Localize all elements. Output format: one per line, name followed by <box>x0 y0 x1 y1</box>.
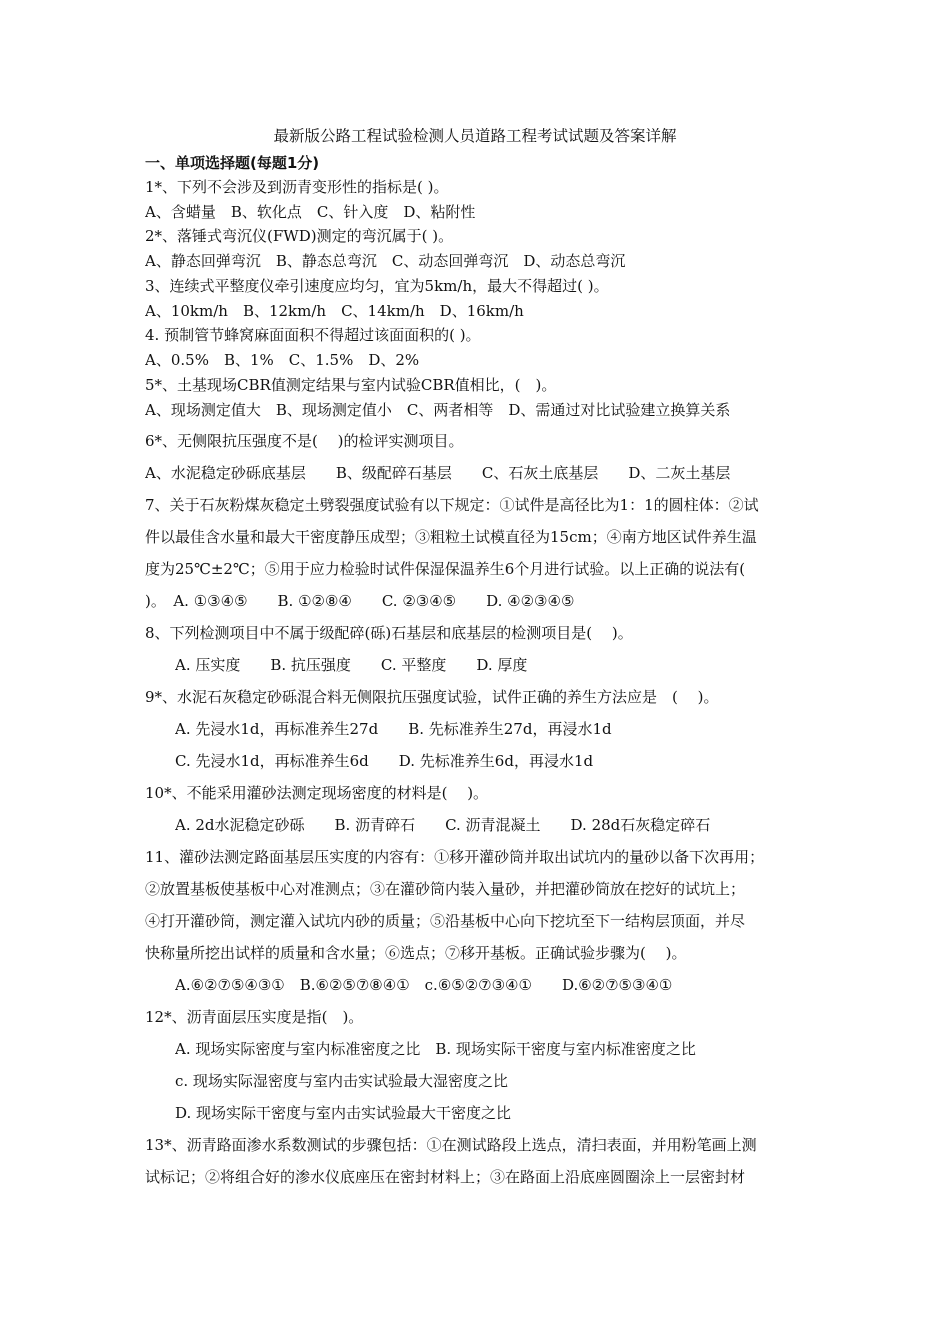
text-line: 度为25℃±2℃；⑤用于应力检验时试件保湿保温养生6个月进行试验。以上正确的说法有( <box>145 560 746 578</box>
text-line: 13*、沥青路面渗水系数测试的步骤包括：①在测试路段上选点，清扫表面，并用粉笔画上测 <box>145 1136 757 1154</box>
text-line: ④打开灌砂筒，测定灌入试坑内砂的质量；⑤沿基板中心向下挖坑至下一结构层顶面，并尽 <box>145 912 746 930</box>
text-line: C. 先浸水1d，再标准养生6d D. 先标准养生6d，再浸水1d <box>175 752 594 770</box>
text-line: A、现场测定值大 B、现场测定值小 C、两者相等 D、需通过对比试验建立换算关系 <box>145 401 731 419</box>
text-line: 1*、下列不会涉及到沥青变形性的指标是( )。 <box>145 178 449 196</box>
text-line: 快称量所挖出试样的质量和含水量；⑥选点；⑦移开基板。正确试验步骤为( )。 <box>145 944 687 962</box>
text-line: A、含蜡量 B、软化点 C、针入度 D、粘附性 <box>145 203 476 221</box>
text-line: A.⑥②⑦⑤④③① B.⑥②⑤⑦⑧④① c.⑥⑤②⑦③④① D.⑥②⑦⑤③④① <box>175 976 673 994</box>
text-line: 10*、不能采用灌砂法测定现场密度的材料是( )。 <box>145 784 489 802</box>
text-line: c. 现场实际湿密度与室内击实试验最大湿密度之比 <box>175 1072 508 1090</box>
text-line: 11、灌砂法测定路面基层压实度的内容有：①移开灌砂筒并取出试坑内的量砂以备下次再用； <box>145 848 765 866</box>
text-line: A、静态回弹弯沉 B、静态总弯沉 C、动态回弹弯沉 D、动态总弯沉 <box>145 252 626 270</box>
text-line: A、0.5% B、1% C、1.5% D、2% <box>145 351 420 369</box>
text-line: 2*、落锤式弯沉仪(FWD)测定的弯沉属于( )。 <box>145 227 454 245</box>
text-line: A. 现场实际密度与室内标准密度之比 B. 现场实际干密度与室内标准密度之比 <box>175 1040 696 1058</box>
document-title: 最新版公路工程试验检测人员道路工程考试试题及答案详解 <box>273 127 677 145</box>
section-title: 一、单项选择题(每题1分) <box>145 154 320 172</box>
text-line: 6*、无侧限抗压强度不是( )的检评实测项目。 <box>145 432 464 450</box>
text-line: 试标记；②将组合好的渗水仪底座压在密封材料上；③在路面上沿底座圆圈涂上一层密封材 <box>145 1168 746 1186</box>
text-line: 3、连续式平整度仪牵引速度应均匀，宜为5km/h，最大不得超过( )。 <box>145 277 609 295</box>
text-line: )。 A. ①③④⑤ B. ①②⑧④ C. ②③④⑤ D. ④②③④⑤ <box>145 592 575 610</box>
text-line: A. 压实度 B. 抗压强度 C. 平整度 D. 厚度 <box>175 656 528 674</box>
text-line: ②放置基板使基板中心对准测点；③在灌砂筒内装入量砂，并把灌砂筒放在挖好的试坑上； <box>145 880 746 898</box>
text-line: A. 2d水泥稳定砂砾 B. 沥青碎石 C. 沥青混凝土 D. 28d石灰稳定碎石 <box>175 816 711 834</box>
text-line: 7、关于石灰粉煤灰稳定土劈裂强度试验有以下规定：①试件是高径比为1：1的圆柱体：②试 <box>145 496 759 514</box>
text-line: D. 现场实际干密度与室内击实试验最大干密度之比 <box>175 1104 512 1122</box>
text-line: 12*、沥青面层压实度是指( )。 <box>145 1008 364 1026</box>
text-line: A. 先浸水1d，再标准养生27d B. 先标准养生27d，再浸水1d <box>175 720 612 738</box>
text-line: 件以最佳含水量和最大干密度静压成型；③粗粒土试模直径为15cm；④南方地区试件养生温 <box>145 528 757 546</box>
text-line: 8、下列检测项目中不属于级配碎(砾)石基层和底基层的检测项目是( )。 <box>145 624 633 642</box>
text-line: 9*、水泥石灰稳定砂砾混合料无侧限抗压强度试验，试件正确的养生方法应是 ( )。 <box>145 688 719 706</box>
text-line: 4. 预制管节蜂窝麻面面积不得超过该面面积的( )。 <box>145 326 481 344</box>
text-line: 5*、土基现场CBR值测定结果与室内试验CBR值相比，( )。 <box>145 376 557 394</box>
text-line: A、水泥稳定砂砾底基层 B、级配碎石基层 C、石灰土底基层 D、二灰土基层 <box>145 464 731 482</box>
text-line: A、10km/h B、12km/h C、14km/h D、16km/h <box>145 302 524 320</box>
